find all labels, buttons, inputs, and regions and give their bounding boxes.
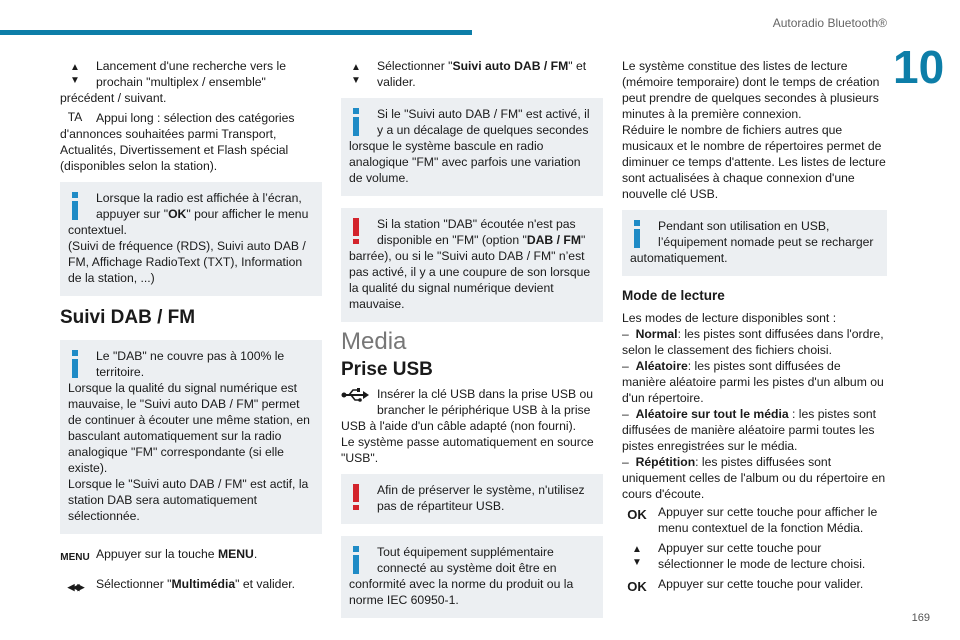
info-icon: [68, 348, 90, 380]
paragraph-reduce-files: Réduire le nombre de fichiers autres que musicaux et le nombre de répertoires permet de diminuer ce temps d'attente. Les listes de lecture sont actualisées à chaque connexion d'une nouvelle clé USB.: [622, 123, 886, 201]
column-3: [622, 58, 887, 596]
ok-key-icon: OK: [627, 507, 647, 522]
arrows-mode-instruction: ▲ ▼ Appuyer sur cette touche pour sélectionner le mode de lecture choisi.: [622, 540, 887, 572]
heading-prise-usb: Prise USB: [341, 359, 433, 380]
info-icon: [349, 544, 371, 576]
info-icon: [630, 218, 652, 250]
info-note-switch-delay: Si le "Suivi auto DAB / FM" est activé, il y a un décalage de quelques secondes lorsque le système bascule en radio analogique "FM" avec parfois une variation de volume.: [341, 98, 603, 196]
list-item: – Répétition: les pistes diffusées sont uniquement celles de l'album ou du répertoire en cours d'écoute.: [622, 455, 886, 501]
header-accent-bar: [0, 30, 472, 35]
up-down-arrows-icon: ▲ ▼: [351, 62, 361, 86]
warning-note-dab-unavailable: Si la station "DAB" écoutée n'est pas disponible en "FM" (option "DAB / FM" barrée), ou si le "Suivi auto DAB / FM" n’est pas activé, il y a une coupure de son lorsque la qualité du signal numérique devient mauvaise.: [341, 208, 603, 322]
info-icon: [349, 106, 371, 138]
modes-intro: Les modes de lecture disponibles sont :: [622, 311, 837, 325]
ok-validate-instruction: OK Appuyer sur cette touche pour valider.: [622, 576, 887, 592]
up-down-arrows-icon: ▲ ▼: [632, 544, 642, 568]
list-item: – Normal: les pistes sont diffusées dans l'ordre, selon le classement des fichiers choisi.: [622, 327, 884, 357]
warning-icon: [349, 216, 371, 248]
warning-note-usb-hub: Afin de préserver le système, n'utilisez pas de répartiteur USB.: [341, 474, 603, 524]
ok-key-icon: OK: [627, 579, 647, 594]
page-number: 169: [911, 612, 930, 624]
usb-instruction: Insérer la clé USB dans la prise USB ou brancher le périphérique USB à la prise USB à l'aide d'un câble adapté (non fourni). Le système passe automatiquement en source "USB".: [341, 387, 594, 465]
info-note-iec-norm: Tout équipement supplémentaire connecté au système doit être en conformité avec la norme du produit ou la norme IEC 60950-1.: [341, 536, 603, 618]
info-note-ok-menu: Lorsque la radio est affichée à l’écran, appuyer sur "OK" pour afficher le menu contextuel. (Suivi de fréquence (RDS), Suivi auto DAB / FM, Affichage RadioText (TXT), Information de la station, ...): [60, 182, 322, 296]
list-item: – Aléatoire sur tout le média : les pistes sont diffusées de manière aléatoire parmi toutes les pistes enregistrées sur le média.: [622, 407, 877, 453]
multimedia-instruction: ◀◀▶ Sélectionner "Multimédia" et valider.: [60, 576, 322, 592]
info-icon: [68, 190, 90, 222]
usb-icon: [341, 386, 371, 406]
rewind-forward-icon: ◀◀▶: [67, 582, 83, 592]
column-2: [341, 58, 603, 630]
heading-mode-de-lecture: Mode de lecture: [622, 288, 725, 303]
menu-key-icon: MENU: [60, 552, 90, 563]
ta-key-icon: TA: [67, 110, 83, 124]
heading-media: Media: [341, 328, 407, 355]
modes-list: [622, 326, 887, 502]
paragraph-playlists: Le système constitue des listes de lecture (mémoire temporaire) dont le temps de création peut prendre de quelques secondes à plusieurs minutes à la première connexion.: [622, 59, 880, 121]
info-note-usb-charge: Pendant son utilisation en USB, l’équipement nomade peut se recharger automatiquement.: [622, 210, 887, 276]
ok-menu-instruction: OK Appuyer sur cette touche pour afficher le menu contextuel de la fonction Média.: [622, 504, 887, 536]
column-1: [60, 58, 322, 596]
select-dab-fm-instruction: ▲ ▼ Sélectionner "Suivi auto DAB / FM" et valider.: [341, 58, 603, 90]
heading-suivi-dab-fm: Suivi DAB / FM: [60, 307, 196, 328]
arrows-instruction: ▲ ▼ Lancement d'une recherche vers le prochain "multiplex / ensemble" précédent / suivant.: [60, 59, 286, 105]
chapter-number: 10: [893, 41, 945, 93]
list-item: – Aléatoire: les pistes sont diffusées de manière aléatoire parmi les pistes d'un album ou d'un répertoire.: [622, 359, 884, 405]
up-down-arrows-icon: ▲ ▼: [70, 62, 80, 86]
ta-instruction: TA Appui long : sélection des catégories d'annonces souhaitées parmi Transport, Actualités, Divertissement et Flash spécial (disponibles selon la station).: [60, 110, 295, 173]
section-title: Autoradio Bluetooth®: [772, 16, 887, 30]
warning-icon: [349, 482, 371, 514]
menu-instruction: MENU Appuyer sur la touche MENU.: [60, 547, 258, 563]
info-note-dab-coverage: Le "DAB" ne couvre pas à 100% le territoire. Lorsque la qualité du signal numérique est mauvaise, le "Suivi auto DAB / FM" permet de continuer à écouter une même station, en basculant automatiquement sur la radio analogique "FM" correspondante (si elle existe). Lorsque le "Suivi auto DAB / FM" est actif, la station DAB sera automatiquement sélectionnée.: [60, 340, 322, 534]
